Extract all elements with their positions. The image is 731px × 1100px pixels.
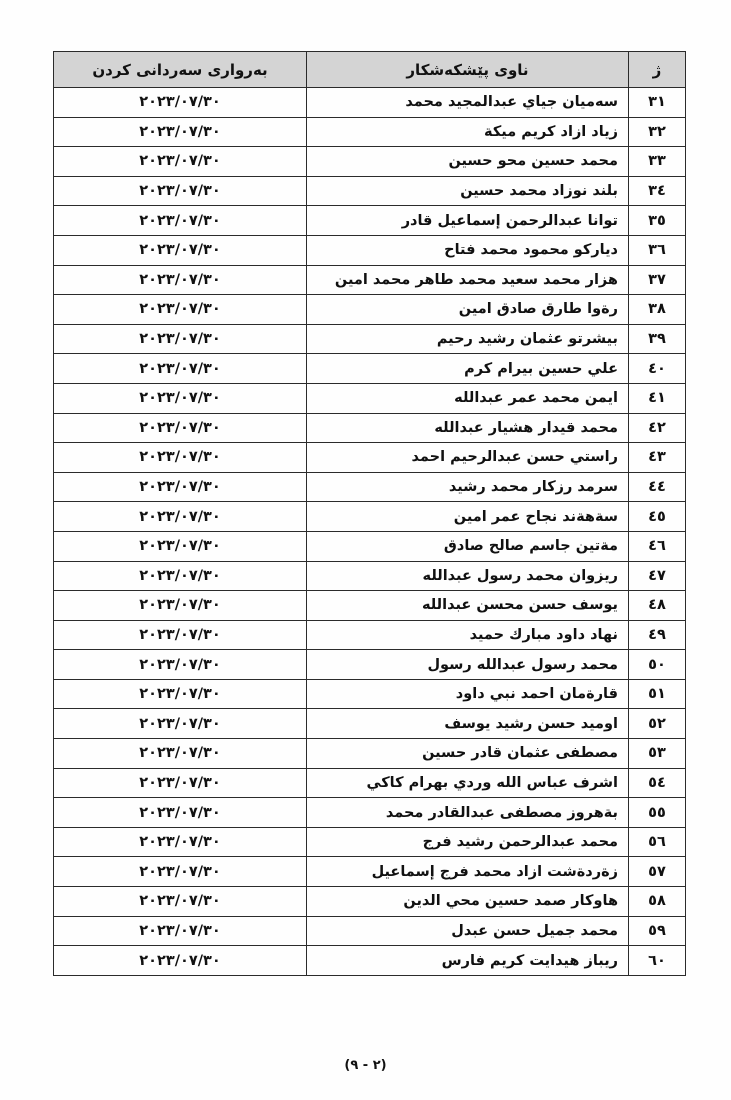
visit-date: ٢٠٢٣/٠٧/٣٠ [54,620,307,650]
visit-date: ٢٠٢٣/٠٧/٣٠ [54,206,307,236]
row-number: ٥٨ [629,887,686,917]
row-number: ٣٦ [629,235,686,265]
table-row [54,235,686,265]
table-row [54,679,686,709]
visit-date: ٢٠٢٣/٠٧/٣٠ [54,383,307,413]
visit-date: ٢٠٢٣/٠٧/٣٠ [54,739,307,769]
row-number: ٥٣ [629,739,686,769]
row-number: ٤٦ [629,531,686,561]
row-number: ٣٩ [629,324,686,354]
visit-date: ٢٠٢٣/٠٧/٣٠ [54,946,307,976]
applicant-name: محمد جمیل حسن عبدل [307,916,629,946]
table-row [54,709,686,739]
applicant-name: اشرف عباس الله وردي بهرام کاکي [307,768,629,798]
table-row [54,768,686,798]
applicant-name: سەمیان جیاي عبدالمجید محمد [307,88,629,118]
header-name: ناوی پێشکەشکار [307,52,629,88]
applicant-name: قارةمان احمد نبي داود [307,679,629,709]
table-row [54,620,686,650]
visit-date: ٢٠٢٣/٠٧/٣٠ [54,531,307,561]
table-row [54,857,686,887]
visit-date: ٢٠٢٣/٠٧/٣٠ [54,176,307,206]
visit-date: ٢٠٢٣/٠٧/٣٠ [54,413,307,443]
table-row [54,295,686,325]
applicant-name: مصطفى عثمان قادر حسین [307,739,629,769]
applicant-name: راستي حسن عبدالرحیم احمد [307,443,629,473]
table-row [54,650,686,680]
row-number: ٥٢ [629,709,686,739]
table-row [54,827,686,857]
table-row [54,531,686,561]
visit-date: ٢٠٢٣/٠٧/٣٠ [54,472,307,502]
row-number: ٤٠ [629,354,686,384]
row-number: ٣١ [629,88,686,118]
row-number: ٣٣ [629,147,686,177]
visit-date: ٢٠٢٣/٠٧/٣٠ [54,443,307,473]
table-row [54,887,686,917]
row-number: ٤٩ [629,620,686,650]
applicant-name: یوسف حسن محسن عبدالله [307,591,629,621]
applicant-name: علي حسین بیرام کرم [307,354,629,384]
table-row [54,176,686,206]
visitors-table [53,51,686,976]
visit-date: ٢٠٢٣/٠٧/٣٠ [54,235,307,265]
applicant-name: محمد عبدالرحمن رشید فرج [307,827,629,857]
applicant-name: محمد حسین محو حسین [307,147,629,177]
applicant-name: توانا عبدالرحمن إسماعیل قادر [307,206,629,236]
table-row [54,739,686,769]
table-row [54,798,686,828]
table-row [54,265,686,295]
table-row [54,916,686,946]
table-row [54,561,686,591]
applicant-name: نهاد داود مبارك حمید [307,620,629,650]
applicant-name: بیشرتو عثمان رشید رحیم [307,324,629,354]
visit-date: ٢٠٢٣/٠٧/٣٠ [54,295,307,325]
visit-date: ٢٠٢٣/٠٧/٣٠ [54,117,307,147]
applicant-name: زیاد ازاد کریم میکة [307,117,629,147]
visit-date: ٢٠٢٣/٠٧/٣٠ [54,88,307,118]
row-number: ٥٠ [629,650,686,680]
visit-date: ٢٠٢٣/٠٧/٣٠ [54,147,307,177]
applicant-name: هاوکار صمد حسین محي الدین [307,887,629,917]
row-number: ٤٣ [629,443,686,473]
visit-date: ٢٠٢٣/٠٧/٣٠ [54,561,307,591]
applicant-name: محمد قیدار هشیار عبدالله [307,413,629,443]
applicant-name: محمد رسول عبدالله رسول [307,650,629,680]
applicant-name: بلند نوزاد محمد حسین [307,176,629,206]
applicant-name: ایمن محمد عمر عبدالله [307,383,629,413]
page-number: (٢ - ٩) [344,1058,387,1073]
applicant-name: سةهةند نجاح عمر امین [307,502,629,532]
row-number: ٥٧ [629,857,686,887]
row-number: ٥٥ [629,798,686,828]
visit-date: ٢٠٢٣/٠٧/٣٠ [54,857,307,887]
row-number: ٤٤ [629,472,686,502]
table-row [54,206,686,236]
visit-date: ٢٠٢٣/٠٧/٣٠ [54,798,307,828]
header-row [54,52,686,88]
table-row [54,946,686,976]
row-number: ٤٨ [629,591,686,621]
table-row [54,443,686,473]
table-row [54,88,686,118]
applicant-name: هزار محمد سعید محمد طاهر محمد امین [307,265,629,295]
table-body [54,88,686,976]
row-number: ٣٤ [629,176,686,206]
visit-date: ٢٠٢٣/٠٧/٣٠ [54,502,307,532]
row-number: ٣٢ [629,117,686,147]
visit-date: ٢٠٢٣/٠٧/٣٠ [54,354,307,384]
header-number: ژ [629,52,686,88]
row-number: ٦٠ [629,946,686,976]
applicant-name: ریباز هیدایت کریم فارس [307,946,629,976]
applicant-name: سرمد رزکار محمد رشید [307,472,629,502]
applicant-name: مةتین جاسم صالح صادق [307,531,629,561]
visit-date: ٢٠٢٣/٠٧/٣٠ [54,827,307,857]
table-row [54,117,686,147]
applicant-name: رةوا طارق صادق امین [307,295,629,325]
visit-date: ٢٠٢٣/٠٧/٣٠ [54,591,307,621]
row-number: ٣٧ [629,265,686,295]
table-header [54,52,686,88]
visit-date: ٢٠٢٣/٠٧/٣٠ [54,709,307,739]
table-row [54,591,686,621]
applicant-name: اومید حسن رشید یوسف [307,709,629,739]
row-number: ٣٥ [629,206,686,236]
visit-date: ٢٠٢٣/٠٧/٣٠ [54,887,307,917]
table-row [54,472,686,502]
row-number: ٥٤ [629,768,686,798]
table-row [54,413,686,443]
row-number: ٥١ [629,679,686,709]
applicant-name: زةردةشت ازاد محمد فرج إسماعیل [307,857,629,887]
table-row [54,354,686,384]
row-number: ٤١ [629,383,686,413]
table-row [54,383,686,413]
row-number: ٥٦ [629,827,686,857]
row-number: ٤٥ [629,502,686,532]
applicant-name: بةهروز مصطفى عبدالقادر محمد [307,798,629,828]
row-number: ٣٨ [629,295,686,325]
visit-date: ٢٠٢٣/٠٧/٣٠ [54,916,307,946]
row-number: ٤٢ [629,413,686,443]
table-row [54,147,686,177]
header-date: بەرواری سەردانی کردن [54,52,307,88]
visit-date: ٢٠٢٣/٠٧/٣٠ [54,324,307,354]
table-row [54,324,686,354]
row-number: ٥٩ [629,916,686,946]
visit-date: ٢٠٢٣/٠٧/٣٠ [54,768,307,798]
visit-date: ٢٠٢٣/٠٧/٣٠ [54,679,307,709]
applicant-name: دیارکو محمود محمد فتاح [307,235,629,265]
visit-date: ٢٠٢٣/٠٧/٣٠ [54,265,307,295]
visit-date: ٢٠٢٣/٠٧/٣٠ [54,650,307,680]
applicant-name: ریزوان محمد رسول عبدالله [307,561,629,591]
row-number: ٤٧ [629,561,686,591]
table-row [54,502,686,532]
